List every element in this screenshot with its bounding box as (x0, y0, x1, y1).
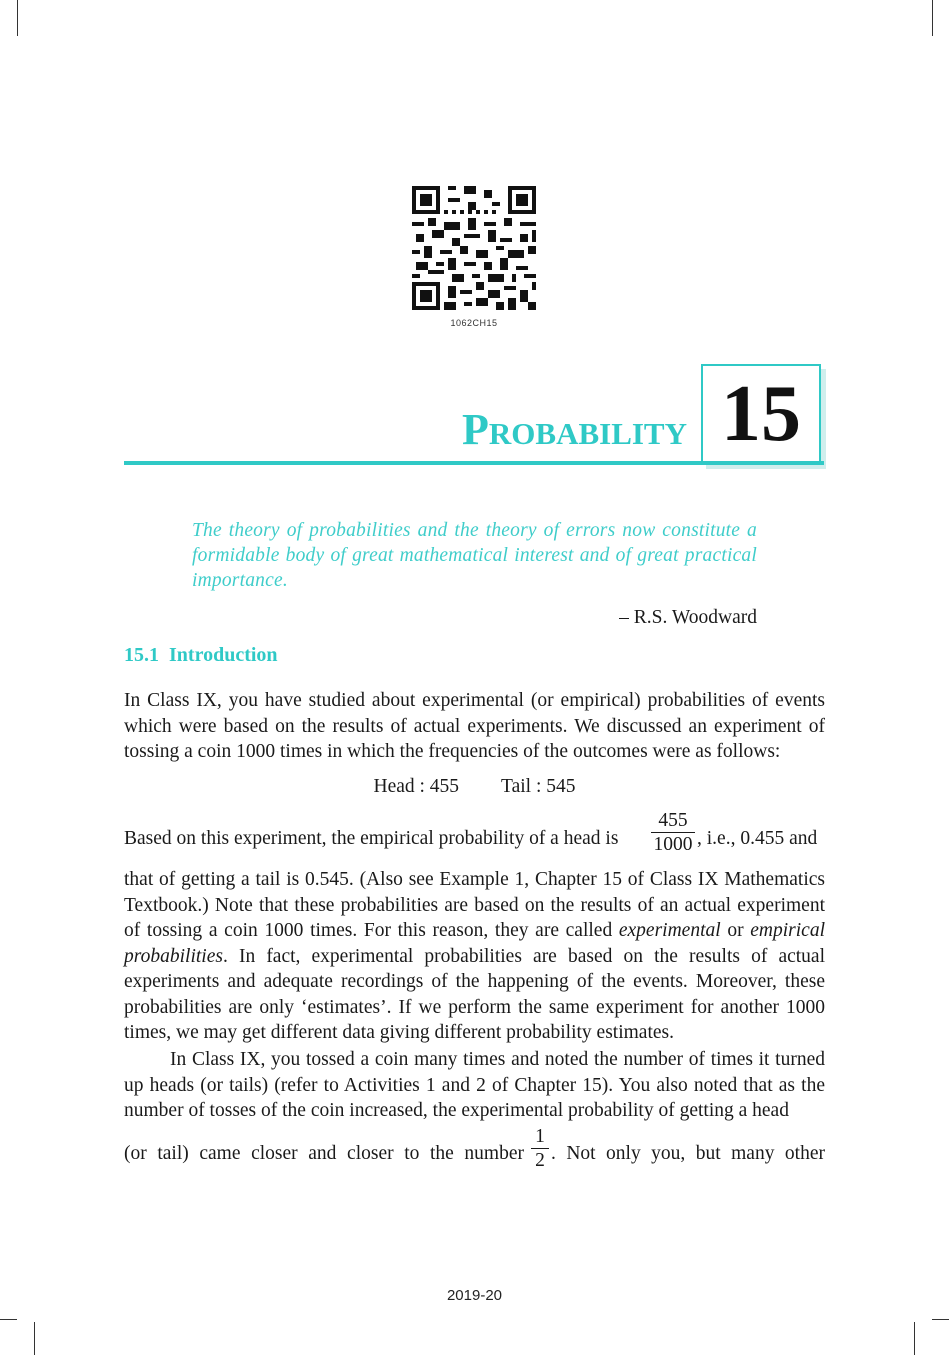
section-heading: 15.1 Introduction (124, 644, 278, 666)
paragraph-4-pre: (or tail) came closer and closer to the number (124, 1143, 524, 1164)
crop-mark-bottom-left-h (0, 1319, 17, 1320)
epigraph-attribution: – R.S. Woodward (619, 607, 757, 628)
half-numerator: 1 (535, 1126, 545, 1147)
fraction-sentence-post: , i.e., 0.455 and (697, 828, 818, 849)
chapter-title (462, 405, 687, 454)
chapter-title-rest: ROBABILITY (488, 416, 687, 451)
paragraph-1-text-b: of tossing a coin 1000 times in which the frequencies of the outcomes were as follows: (124, 715, 825, 762)
fraction-sentence-pre: Based on this experiment, the empirical probability of a head is (124, 828, 619, 849)
fraction-numerator: 455 (658, 810, 688, 831)
head-count: Head : 455 (373, 776, 460, 797)
frequency-line (124, 774, 825, 800)
heading-rule (124, 461, 824, 465)
page-footer-year: 2019-20 (446, 1287, 503, 1304)
qr-code-image (412, 186, 536, 310)
paragraph-2-em-experimental: experimental (618, 920, 721, 941)
half-denominator: 2 (535, 1150, 545, 1171)
fraction-denominator: 1000 (653, 834, 693, 855)
tail-count: Tail : 545 (501, 776, 576, 797)
paragraph-2-or: or (727, 920, 744, 941)
crop-mark-bottom-right-h (932, 1319, 949, 1320)
epigraph-quote: The theory of probabilities and the theory of errors now constitute a formidable body of great mathematical interest and of great practical importance. (192, 520, 757, 591)
qr-code-label: 1062CH15 (450, 318, 498, 328)
paragraph-2-em-empirical: empirical probabilities (124, 920, 825, 967)
paragraph-2-text-a: that of getting a tail is 0.545. (Also see Example 1, Chapter 15 of Class IX Mathematics Textbook.) Note that these probabilities are based on the results of an actual experiment of tossing a coin 1000 times. For this reason, they are called (124, 869, 825, 941)
paragraph-4-post: . Not only you, but many other (551, 1143, 825, 1164)
paragraph-1-text-a: In Class IX, you have studied about experimental (or empirical) probabilities of events which were based on the results of actual experiments. We discussed an experiment (124, 690, 825, 737)
paragraph-2 (124, 867, 825, 1046)
paragraph-2-text-b: . In fact, experimental probabilities are based on the results of actual experiments and adequate recordings of the happening of the events. Moreover, these probabilities are only ‘estimates’. If we perform the same experiment for another 1000 times, we may get different data giving different probability estimates. (124, 945, 825, 1043)
chapter-number-box (701, 364, 821, 464)
crop-mark-top-left (17, 0, 18, 36)
chapter-number: 15 (721, 370, 801, 458)
chapter-title-cap: P (462, 405, 489, 454)
crop-mark-top-right (932, 0, 933, 36)
fraction-one-half (531, 1126, 549, 1173)
crop-mark-bottom-left-v (34, 1322, 35, 1355)
paragraph-3-text: In Class IX, you tossed a coin many times and noted the number of times it turned up heads (or tails) (refer to Activities 1 and 2 of Chapter 15). You also noted that as the number of tosses of the coin increased, the experimental probability of getting a head (124, 1049, 825, 1121)
paragraph-1 (124, 688, 825, 765)
crop-mark-bottom-right-v (914, 1322, 915, 1355)
paragraph-3 (124, 1047, 825, 1124)
fraction-455-1000 (651, 810, 695, 857)
